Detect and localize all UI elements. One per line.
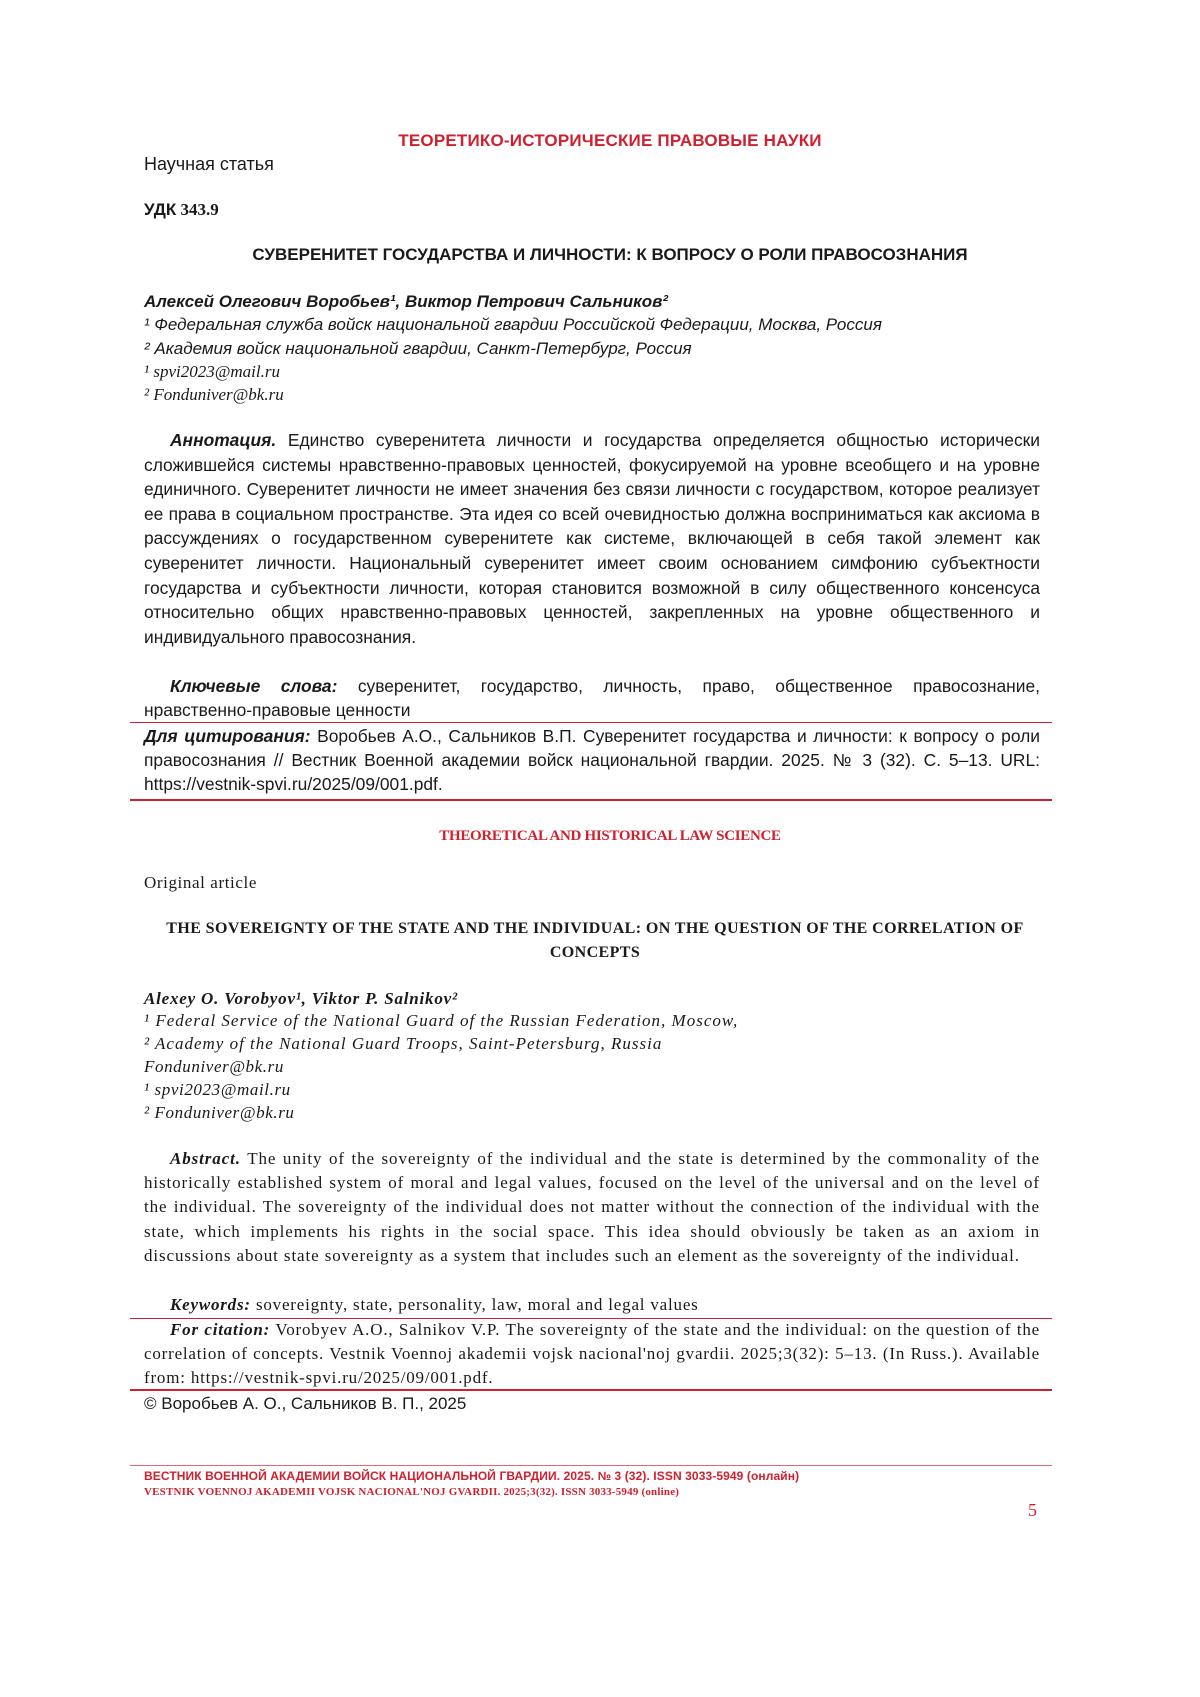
keywords-ru	[144, 674, 1040, 722]
keywords-en	[144, 1293, 1040, 1317]
article-title-ru: СУВЕРЕНИТЕТ ГОСУДАРСТВА И ЛИЧНОСТИ: К ВОПРОСУ О РОЛИ ПРАВОСОЗНАНИЯ	[252, 245, 968, 264]
citation-bottom-rule-en	[130, 1389, 1052, 1391]
abstract-ru	[144, 428, 1040, 649]
authors-en: Alexey O. Vorobyov¹, Viktor P. Salnikov²	[144, 989, 458, 1008]
citation-label-en: For citation:	[170, 1320, 271, 1339]
footer-journal-ru: ВЕСТНИК ВОЕННОЙ АКАДЕМИИ ВОЙСК НАЦИОНАЛЬНОЙ ГВАРДИИ. 2025. № 3 (32). ISSN 3033-5949 (онлайн)	[144, 1469, 800, 1483]
abstract-text-ru: Единство суверенитета личности и государства определяется общностью исторически сложившейся системы нравственно-правовых ценностей, фокусируемой на уровне всеобщего и на уровне единичного. Суверенитет личности не имеет значения без связи личности с государством, которое реализует ее права в социальном пространстве. Эта идея со всей очевидностью должна восприниматься как аксиома в рассуждениях о государственном суверенитете как системе, включающей в себя такой элемент как суверенитет личности. Национальный суверенитет имеет своим основанием симфонию субъектности государства и субъектности личности, которая становится возможной в силу общественного консенсуса относительно общих нравственно-правовых ценностей, закрепленных на уровне общественного и индивидуального правосознания.	[144, 430, 1040, 647]
udk-label: УДК	[144, 200, 177, 219]
article-type-en: Original article	[144, 873, 257, 892]
keywords-text-ru: суверенитет, государство, личность, право, общественное правосознание, нравственно-правовые ценности	[144, 676, 1040, 720]
copyright: © Воробьев А. О., Сальников В. П., 2025	[144, 1394, 467, 1413]
section-heading-en: THEORETICAL AND HISTORICAL LAW SCIENCE	[439, 828, 781, 844]
email-en-1: ¹ spvi2023@mail.ru	[144, 1080, 291, 1099]
abstract-en	[144, 1147, 1040, 1268]
citation-en	[144, 1318, 1040, 1390]
citation-ru	[144, 724, 1040, 796]
affiliation-ru-1: ¹ Федеральная служба войск национальной гвардии Российской Федерации, Москва, Россия	[144, 315, 882, 334]
citation-label-ru: Для цитирования:	[144, 726, 311, 746]
footer-rule	[130, 1465, 1052, 1466]
keywords-label-ru: Ключевые слова:	[170, 676, 338, 696]
page-number: 5	[1028, 1500, 1037, 1520]
affiliation-en-1: ¹ Federal Service of the National Guard of the Russian Federation, Moscow,	[144, 1011, 739, 1030]
article-title-en: THE SOVEREIGNTY OF THE STATE AND THE INDIVIDUAL: ON THE QUESTION OF THE CORRELATION OF CONCEPTS	[166, 920, 1024, 961]
keywords-text-en: sovereignty, state, personality, law, moral and legal values	[255, 1295, 699, 1314]
section-heading-ru: ТЕОРЕТИКО-ИСТОРИЧЕСКИЕ ПРАВОВЫЕ НАУКИ	[398, 131, 822, 150]
citation-top-rule-ru	[130, 722, 1052, 723]
email-ru-1: ¹ spvi2023@mail.ru	[144, 362, 280, 381]
citation-bottom-rule-ru	[130, 799, 1052, 801]
udk-value: 343.9	[180, 200, 219, 219]
affiliation-ru-2: ² Академия войск национальной гвардии, Санкт-Петербург, Россия	[144, 339, 692, 358]
affiliation-en-3: Fonduniver@bk.ru	[144, 1057, 284, 1076]
keywords-label-en: Keywords:	[170, 1295, 251, 1314]
abstract-label-ru: Аннотация.	[170, 430, 277, 450]
affiliation-en-2: ² Academy of the National Guard Troops, Saint-Petersburg, Russia	[144, 1034, 663, 1053]
footer-journal-en: VESTNIK VOENNOJ AKADEMII VOJSK NACIONAL'NOJ GVARDII. 2025;3(32). ISSN 3033-5949 (online)	[144, 1486, 680, 1498]
udk	[144, 200, 219, 220]
abstract-text-en: The unity of the sovereignty of the individual and the state is determined by the commonality of the historically established system of moral and legal values, focused on the level of the universal and on the level of the individual. The sovereignty of the individual does not matter without the connection of the individual with the state, which implements his rights in the social space. This idea should obviously be taken as an axiom in discussions about state sovereignty as a system that includes such an element as the sovereignty of the individual.	[144, 1149, 1040, 1265]
email-ru-2: ² Fonduniver@bk.ru	[144, 385, 284, 404]
citation-text-en: Vorobyev A.O., Salnikov V.P. The sovereignty of the state and the individual: on the question of the correlation of concepts. Vestnik Voennoj akademii vojsk nacional'noj gvardii. 2025;3(32): 5–13. (In Russ.). Available from: https://vestnik-spvi.ru/2025/09/001.pdf.	[144, 1320, 1040, 1387]
citation-text-ru: Воробьев А.О., Сальников В.П. Суверенитет государства и личности: к вопросу о роли правосознания // Вестник Военной академии войск национальной гвардии. 2025. № 3 (32). С. 5–13. URL: https://vestnik-spvi.ru/2025/09/001.pdf.	[144, 726, 1040, 794]
email-en-2: ² Fonduniver@bk.ru	[144, 1103, 295, 1122]
authors-ru: Алексей Олегович Воробьев¹, Виктор Петрович Сальников²	[144, 292, 669, 311]
abstract-label-en: Abstract.	[170, 1149, 241, 1168]
article-type-ru: Научная статья	[144, 154, 274, 174]
